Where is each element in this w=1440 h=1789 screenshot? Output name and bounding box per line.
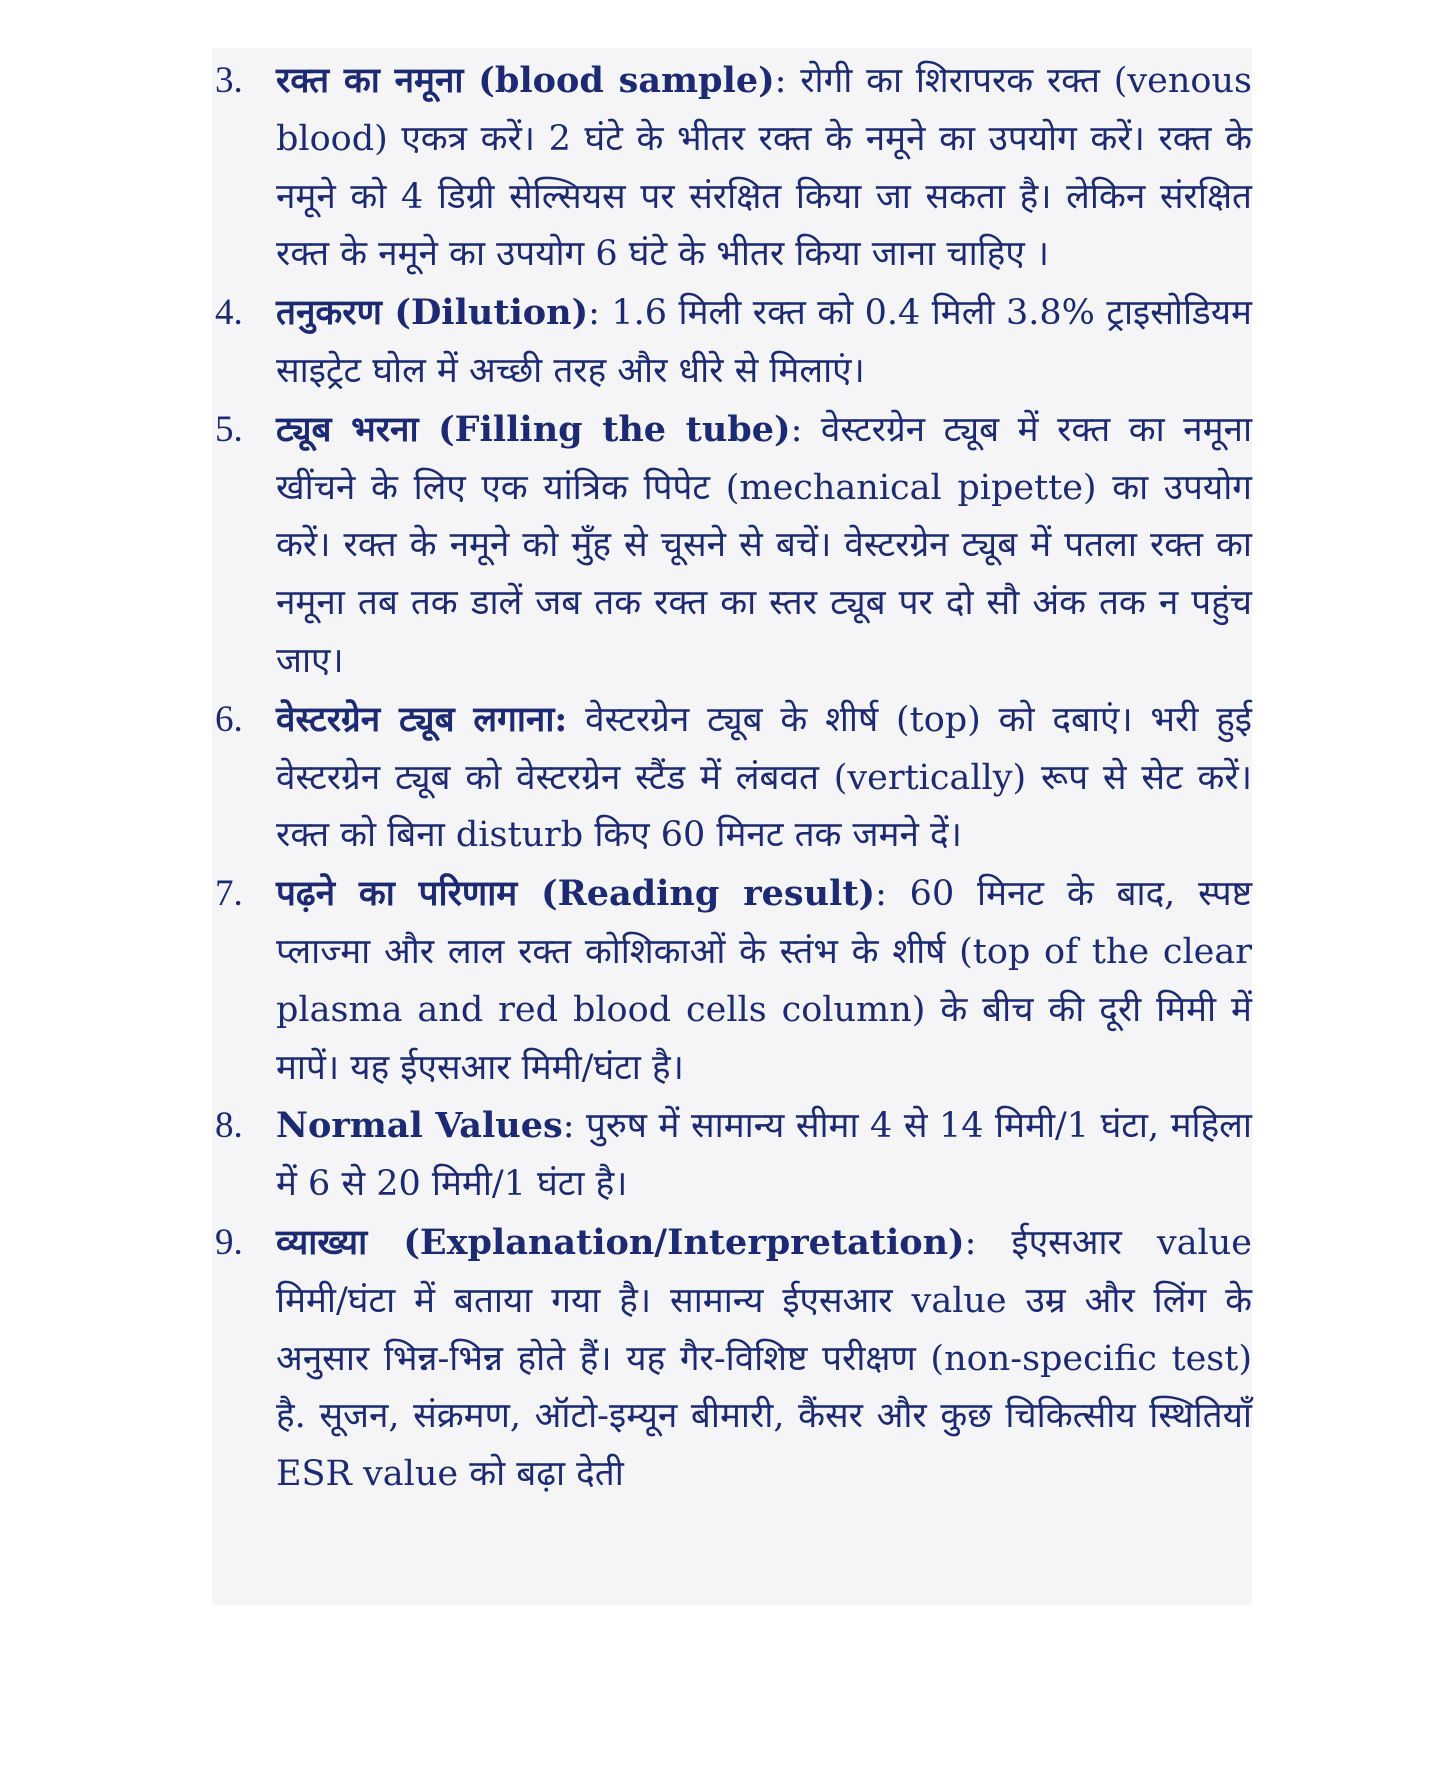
step-5-filling-tube <box>212 401 1252 691</box>
step-number: 3. <box>215 60 243 101</box>
step-term: व्याख्या (Explanation/Interpretation) <box>276 1221 965 1263</box>
step-number: 9. <box>215 1221 243 1263</box>
step-3-blood-sample <box>212 52 1252 284</box>
step-text: : 1.6 मिली रक्त को 0.4 मिली 3.8% ट्राइसोडियम साइट्रेट घोल में अच्छी तरह और धीरे से मिलाएं। <box>276 293 1252 391</box>
step-text: : 60 मिनट के बाद, स्पष्ट प्लाज्मा और लाल रक्त कोशिकाओं के स्तंभ के शीर्ष (top of the clear plasma and red blood cells column) के बीच की दूरी मिमी में मापें। यह ईएसआर मिमी/घंटा है। <box>276 874 1253 1088</box>
step-text: : ईएसआर value मिमी/घंटा में बताया गया है। सामान्य ईएसआर value उम्र और लिंग के अनुसार भिन्न-भिन्न होते हैं। यह गैर-विशिष्ट परीक्षण (non-specific test) है. सूजन, संक्रमण, ऑटो-इम्यून बीमारी, कैंसर और कुछ चिकित्सीय स्थितियाँ ESR value को बढ़ा देती <box>276 1222 1253 1495</box>
step-number: 5. <box>215 408 243 450</box>
step-text: : रोगी का शिरापरक रक्त (venous blood) एकत्र करें। 2 घंटे के भीतर रक्त के नमूने का उपयोग करें। रक्त के नमूने को 4 डिग्री सेल्सियस पर संरक्षित किया जा सकता है। लेकिन संरक्षित रक्त के नमूने का उपयोग 6 घंटे के भीतर किया जाना चाहिए । <box>276 61 1253 275</box>
step-number: 8. <box>215 1105 243 1147</box>
step-8-normal-values <box>212 1097 1252 1214</box>
step-9-interpretation <box>212 1214 1252 1504</box>
step-number: 7. <box>215 873 243 915</box>
step-6-westergren-tube <box>212 691 1252 865</box>
step-term: तनुकरण (Dilution) <box>276 292 589 334</box>
step-term: Normal Values <box>276 1105 563 1147</box>
step-number: 6. <box>215 698 243 740</box>
step-term: पढ़ने का परिणाम (Reading result) <box>276 873 876 915</box>
step-term: वेस्टरग्रेन ट्यूब लगाना: <box>276 698 568 740</box>
step-text: वेस्टरग्रेन ट्यूब के शीर्ष (top) को दबाएं। भरी हुई वेस्टरग्रेन ट्यूब को वेस्टरग्रेन स्टैंड में लंबवत (vertically) रूप से सेट करें। रक्त को बिना disturb किए 60 मिनट तक जमने दें। <box>276 699 1252 856</box>
step-7-reading-result <box>212 865 1252 1097</box>
step-text: : वेस्टरग्रेन ट्यूब में रक्त का नमूना खींचने के लिए एक यांत्रिक पिपेट (mechanical pipette) का उपयोग करें। रक्त के नमूने को मुँह से चूसने से बचें। वेस्टरग्रेन ट्यूब में पतला रक्त का नमूना तब तक डालें जब तक रक्त का स्तर ट्यूब पर दो सौ अंक तक न पहुंच जाए। <box>276 409 1253 681</box>
step-term: ट्यूब भरना (Filling the tube) <box>276 408 791 450</box>
step-number: 4. <box>215 292 243 334</box>
procedure-steps-list <box>212 52 1252 1504</box>
step-text: : पुरुष में सामान्य सीमा 4 से 14 मिमी/1 घंटा, महिला में 6 से 20 मिमी/1 घंटा है। <box>276 1106 1252 1205</box>
step-4-dilution <box>212 284 1252 401</box>
step-term: रक्त का नमूना (blood sample) <box>276 60 775 101</box>
